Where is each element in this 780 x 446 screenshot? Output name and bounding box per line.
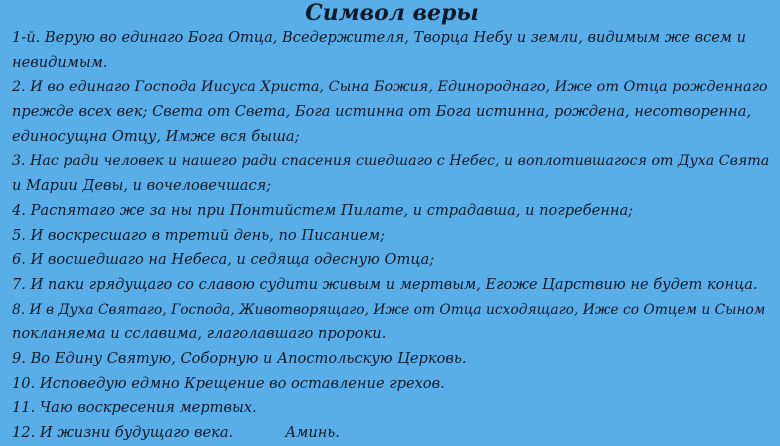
creed-line: 11. Чаю воскресения мертвых. xyxy=(12,399,257,417)
creed-text xyxy=(12,26,772,446)
creed-line: единосущна Отцу, Имже вся быша; xyxy=(12,127,300,145)
creed-line: 6. И восшедшаго на Небеса, и седяща одесную Отца; xyxy=(12,251,435,269)
creed-line: 10. Исповедую едмно Крещение во оставление грехов. xyxy=(12,374,445,392)
creed-last-line xyxy=(12,421,772,446)
creed-line: 2. И во единаго Господа Иисуса Христа, Сына Божия, Единороднаго, Иже от Отца рожденнаго xyxy=(12,79,768,96)
creed-line: покланяема и сславима, глаголавшаго пророки. xyxy=(12,325,387,343)
creed-line: 3. Нас ради человек и нашего ради спасения сшедшаго с Небес, и воплотившагося от Духа Свята xyxy=(12,153,770,170)
creed-line: 7. И паки грядущаго со славою судити живым и мертвым, Егоже Царствию не будет конца. xyxy=(12,275,758,293)
creed-line: 9. Во Едину Святую, Соборную и Апостольскую Церковь. xyxy=(12,349,467,367)
creed-line: прежде всех век; Света от Света, Бога истинна от Бога истинна, рождена, несотворенна, xyxy=(12,103,752,121)
creed-line: 1-й. Верую во единаго Бога Отца, Вседержителя, Творца Небу и земли, видимым же всем и xyxy=(12,29,747,46)
creed-line: невидимым. xyxy=(12,53,108,71)
creed-line: 8. И в Духа Святаго, Господа, Животворящаго, Иже от Отца исходящаго, Иже со Отцем и Сыном xyxy=(12,301,766,318)
creed-line: 4. Распятаго же за ны при Понтийстем Пилате, и страдавша, и погребенна; xyxy=(12,201,634,219)
creed-line-text: 12. И жизни будущаго века. xyxy=(12,424,234,441)
creed-line: 5. И воскресшаго в третий день, по Писанием; xyxy=(12,226,386,244)
creed-line: и Марии Девы, и вочеловечшася; xyxy=(12,177,272,195)
slide-title: Символ веры xyxy=(305,0,479,26)
amen-text: Аминь. xyxy=(285,424,340,441)
